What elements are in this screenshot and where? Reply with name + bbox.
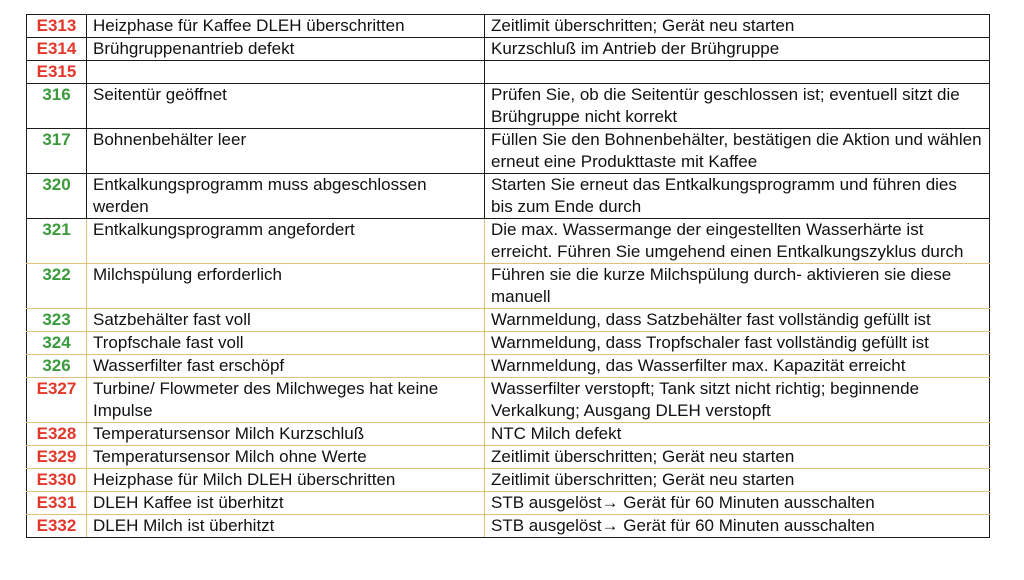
- table-row: [27, 446, 990, 469]
- error-table-body: [27, 15, 990, 538]
- table-row: [27, 469, 990, 492]
- error-description-cell: Milchspülung erforderlich: [87, 264, 485, 309]
- error-action-cell: Zeitlimit überschritten; Gerät neu starten: [485, 469, 990, 492]
- error-code-cell: 317: [27, 129, 87, 174]
- error-action-cell: Zeitlimit überschritten; Gerät neu starten: [485, 15, 990, 38]
- error-action-cell: STB ausgelöst→ Gerät für 60 Minuten ausschalten: [485, 492, 990, 515]
- error-action-cell: NTC Milch defekt: [485, 423, 990, 446]
- error-description-cell: Wasserfilter fast erschöpf: [87, 355, 485, 378]
- error-code-cell: E329: [27, 446, 87, 469]
- error-code-cell: 326: [27, 355, 87, 378]
- table-row: [27, 61, 990, 84]
- table-row: [27, 492, 990, 515]
- error-description-cell: Entkalkungsprogramm angefordert: [87, 219, 485, 264]
- error-action-cell: STB ausgelöst→ Gerät für 60 Minuten ausschalten: [485, 515, 990, 538]
- error-action-cell: [485, 61, 990, 84]
- table-row: [27, 355, 990, 378]
- error-description-cell: DLEH Milch ist überhitzt: [87, 515, 485, 538]
- table-row: [27, 309, 990, 332]
- error-code-cell: 324: [27, 332, 87, 355]
- table-row: [27, 515, 990, 538]
- error-action-cell: Zeitlimit überschritten; Gerät neu starten: [485, 446, 990, 469]
- error-code-cell: E315: [27, 61, 87, 84]
- error-code-table: [26, 14, 990, 538]
- error-description-cell: DLEH Kaffee ist überhitzt: [87, 492, 485, 515]
- error-code-cell: 321: [27, 219, 87, 264]
- error-description-cell: Turbine/ Flowmeter des Milchweges hat keine Impulse: [87, 378, 485, 423]
- table-row: [27, 38, 990, 61]
- table-row: [27, 219, 990, 264]
- table-row: [27, 423, 990, 446]
- error-code-cell: 322: [27, 264, 87, 309]
- error-code-cell: E331: [27, 492, 87, 515]
- error-action-cell: Prüfen Sie, ob die Seitentür geschlossen ist; eventuell sitzt die Brühgruppe nicht korrekt: [485, 84, 990, 129]
- error-description-cell: Bohnenbehälter leer: [87, 129, 485, 174]
- error-code-cell: E330: [27, 469, 87, 492]
- error-action-cell: Die max. Wassermange der eingestellten Wasserhärte ist erreicht. Führen Sie umgehend einen Entkalkungszyklus durch: [485, 219, 990, 264]
- table-row: [27, 332, 990, 355]
- table-row: [27, 378, 990, 423]
- error-code-cell: E313: [27, 15, 87, 38]
- error-code-cell: 316: [27, 84, 87, 129]
- table-row: [27, 15, 990, 38]
- error-description-cell: Tropfschale fast voll: [87, 332, 485, 355]
- error-code-cell: 320: [27, 174, 87, 219]
- error-action-cell: Warnmeldung, dass Satzbehälter fast vollständig gefüllt ist: [485, 309, 990, 332]
- error-action-cell: Wasserfilter verstopft; Tank sitzt nicht richtig; beginnende Verkalkung; Ausgang DLEH verstopft: [485, 378, 990, 423]
- error-description-cell: Heizphase für Kaffee DLEH überschritten: [87, 15, 485, 38]
- error-description-cell: Heizphase für Milch DLEH überschritten: [87, 469, 485, 492]
- error-code-cell: E332: [27, 515, 87, 538]
- error-description-cell: Entkalkungsprogramm muss abgeschlossen werden: [87, 174, 485, 219]
- table-row: [27, 174, 990, 219]
- error-description-cell: Seitentür geöffnet: [87, 84, 485, 129]
- error-action-cell: Füllen Sie den Bohnenbehälter, bestätigen die Aktion und wählen erneut eine Produkttaste mit Kaffee: [485, 129, 990, 174]
- error-code-cell: E328: [27, 423, 87, 446]
- error-description-cell: Temperatursensor Milch Kurzschluß: [87, 423, 485, 446]
- error-action-cell: Kurzschluß im Antrieb der Brühgruppe: [485, 38, 990, 61]
- error-action-cell: Warnmeldung, das Wasserfilter max. Kapazität erreicht: [485, 355, 990, 378]
- error-action-cell: Warnmeldung, dass Tropfschaler fast vollständig gefüllt ist: [485, 332, 990, 355]
- error-description-cell: [87, 61, 485, 84]
- error-code-cell: E314: [27, 38, 87, 61]
- table-row: [27, 84, 990, 129]
- error-code-cell: 323: [27, 309, 87, 332]
- table-row: [27, 129, 990, 174]
- error-description-cell: Brühgruppenantrieb defekt: [87, 38, 485, 61]
- error-description-cell: Satzbehälter fast voll: [87, 309, 485, 332]
- error-code-cell: E327: [27, 378, 87, 423]
- error-action-cell: Starten Sie erneut das Entkalkungsprogramm und führen dies bis zum Ende durch: [485, 174, 990, 219]
- error-description-cell: Temperatursensor Milch ohne Werte: [87, 446, 485, 469]
- error-action-cell: Führen sie die kurze Milchspülung durch- aktivieren sie diese manuell: [485, 264, 990, 309]
- table-row: [27, 264, 990, 309]
